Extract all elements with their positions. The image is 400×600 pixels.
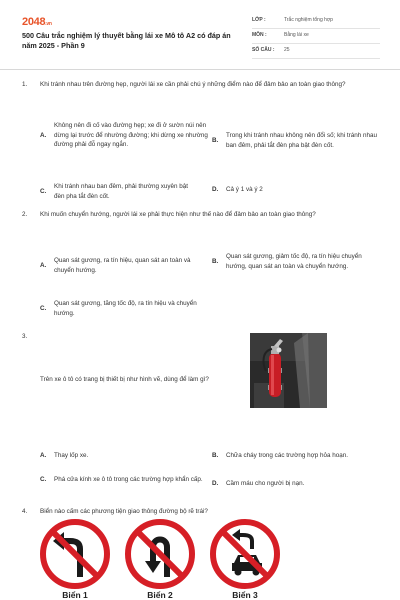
option-text: Cả ý 1 và ý 2 <box>226 186 263 194</box>
logo-text: 2048 <box>22 16 46 28</box>
question-2 <box>22 210 382 317</box>
sign-options <box>40 519 300 600</box>
option-letter: B. <box>212 452 219 460</box>
question-text: Khi tránh nhau trên đường hẹp, người lái xe cần phải chú ý những điểm nào để đảm bảo an toàn giao thông? <box>40 81 346 88</box>
logo-suffix: .vn <box>45 21 52 27</box>
meta-value: Trắc nghiệm tổng hợp <box>284 17 333 24</box>
question-1 <box>22 80 382 200</box>
option-letter: B. <box>212 137 219 144</box>
option-text: Khi tránh nhau ban đêm, phải thường xuyên bật đèn pha tắt đèn cốt. <box>54 183 189 200</box>
option-b[interactable] <box>212 131 382 150</box>
question-number: 2. <box>22 211 28 218</box>
meta-table <box>252 14 380 59</box>
option-text: Thay lốp xe. <box>54 452 89 460</box>
meta-key: SỐ CÂU : <box>252 47 275 54</box>
option-letter: A. <box>40 131 47 139</box>
question-number: 4. <box>22 508 28 515</box>
option-text: Trong khi tránh nhau không nên đổi số; khi tránh nhau ban đêm, phải tắt đèn pha bật đèn cốt. <box>226 132 377 149</box>
sign-label-2: Biển 2 <box>147 590 173 600</box>
option-letter: C. <box>40 188 47 195</box>
question-text: Khi muốn chuyển hướng, người lái xe phải thực hiện như thế nào để đảm bảo an toàn giao thông? <box>40 211 316 218</box>
meta-row-class <box>252 14 380 29</box>
option-b[interactable] <box>212 252 382 271</box>
question-4 <box>22 507 382 516</box>
meta-key: MÔN : <box>252 32 267 39</box>
option-letter: A. <box>40 262 47 269</box>
meta-value: 25 <box>284 47 290 54</box>
option-text: Không nên đi cố vào đường hẹp; xe đi ở sườn núi nên dừng lại trước để nhường đường; khi dừng xe nhường đường phải đỗ ngay ngắn. <box>54 122 208 148</box>
option-text: Quan sát gương, tăng tốc độ, ra tín hiệu và chuyển hướng. <box>54 300 197 317</box>
option-a[interactable] <box>40 451 200 460</box>
meta-row-count <box>252 44 380 59</box>
option-letter: A. <box>40 452 47 460</box>
document-title: 500 Câu trắc nghiệm lý thuyết bằng lái xe Mô tô A2 có đáp án năm 2025 - Phần 9 <box>22 31 231 50</box>
option-c[interactable] <box>40 475 210 484</box>
meta-value: Bằng lái xe <box>284 32 309 39</box>
page-header <box>0 0 400 70</box>
option-c[interactable] <box>40 182 200 201</box>
question-number: 3. <box>22 333 28 340</box>
question-3 <box>22 332 382 488</box>
option-letter: C. <box>40 305 47 312</box>
option-text: Quan sát gương, ra tín hiệu, quan sát an toàn và chuyển hướng. <box>54 257 191 274</box>
no-left-turn-sign-icon[interactable] <box>40 519 110 589</box>
option-a[interactable] <box>40 256 200 275</box>
meta-key: LỚP : <box>252 17 266 24</box>
fire-extinguisher-image <box>250 333 327 408</box>
option-letter: D. <box>212 480 219 488</box>
question-text: Biển nào cấm các phương tiện giao thông đường bộ rẽ trái? <box>40 508 208 515</box>
option-text: Quan sát gương, giảm tốc độ, ra tín hiệu chuyển hướng, quan sát an toàn và chuyển hướng. <box>226 253 362 270</box>
option-text: Phá cửa kính xe ô tô trong các trường hợp khẩn cấp. <box>54 476 203 484</box>
option-text: Chữa cháy trong các trường hợp hỏa hoạn. <box>226 452 349 460</box>
option-letter: B. <box>212 258 219 265</box>
sign-label-1: Biển 1 <box>62 590 88 600</box>
option-text: Cầm máu cho người bị nạn. <box>226 480 305 488</box>
no-car-left-turn-sign-icon[interactable] <box>210 519 280 589</box>
option-d[interactable] <box>212 479 382 488</box>
no-u-turn-sign-icon[interactable] <box>125 519 195 589</box>
option-c[interactable] <box>40 299 210 318</box>
site-logo[interactable] <box>22 15 52 31</box>
option-letter: C. <box>40 476 47 484</box>
question-number: 1. <box>22 81 28 88</box>
option-b[interactable] <box>212 451 382 460</box>
sign-label-3: Biển 3 <box>232 590 258 600</box>
option-letter: D. <box>212 186 219 194</box>
option-a[interactable] <box>40 121 210 149</box>
meta-row-subject <box>252 29 380 44</box>
option-d[interactable] <box>212 185 382 194</box>
question-text: Trên xe ô tô có trang bị thiết bị như hình vẽ, dùng để làm gì? <box>40 376 209 383</box>
